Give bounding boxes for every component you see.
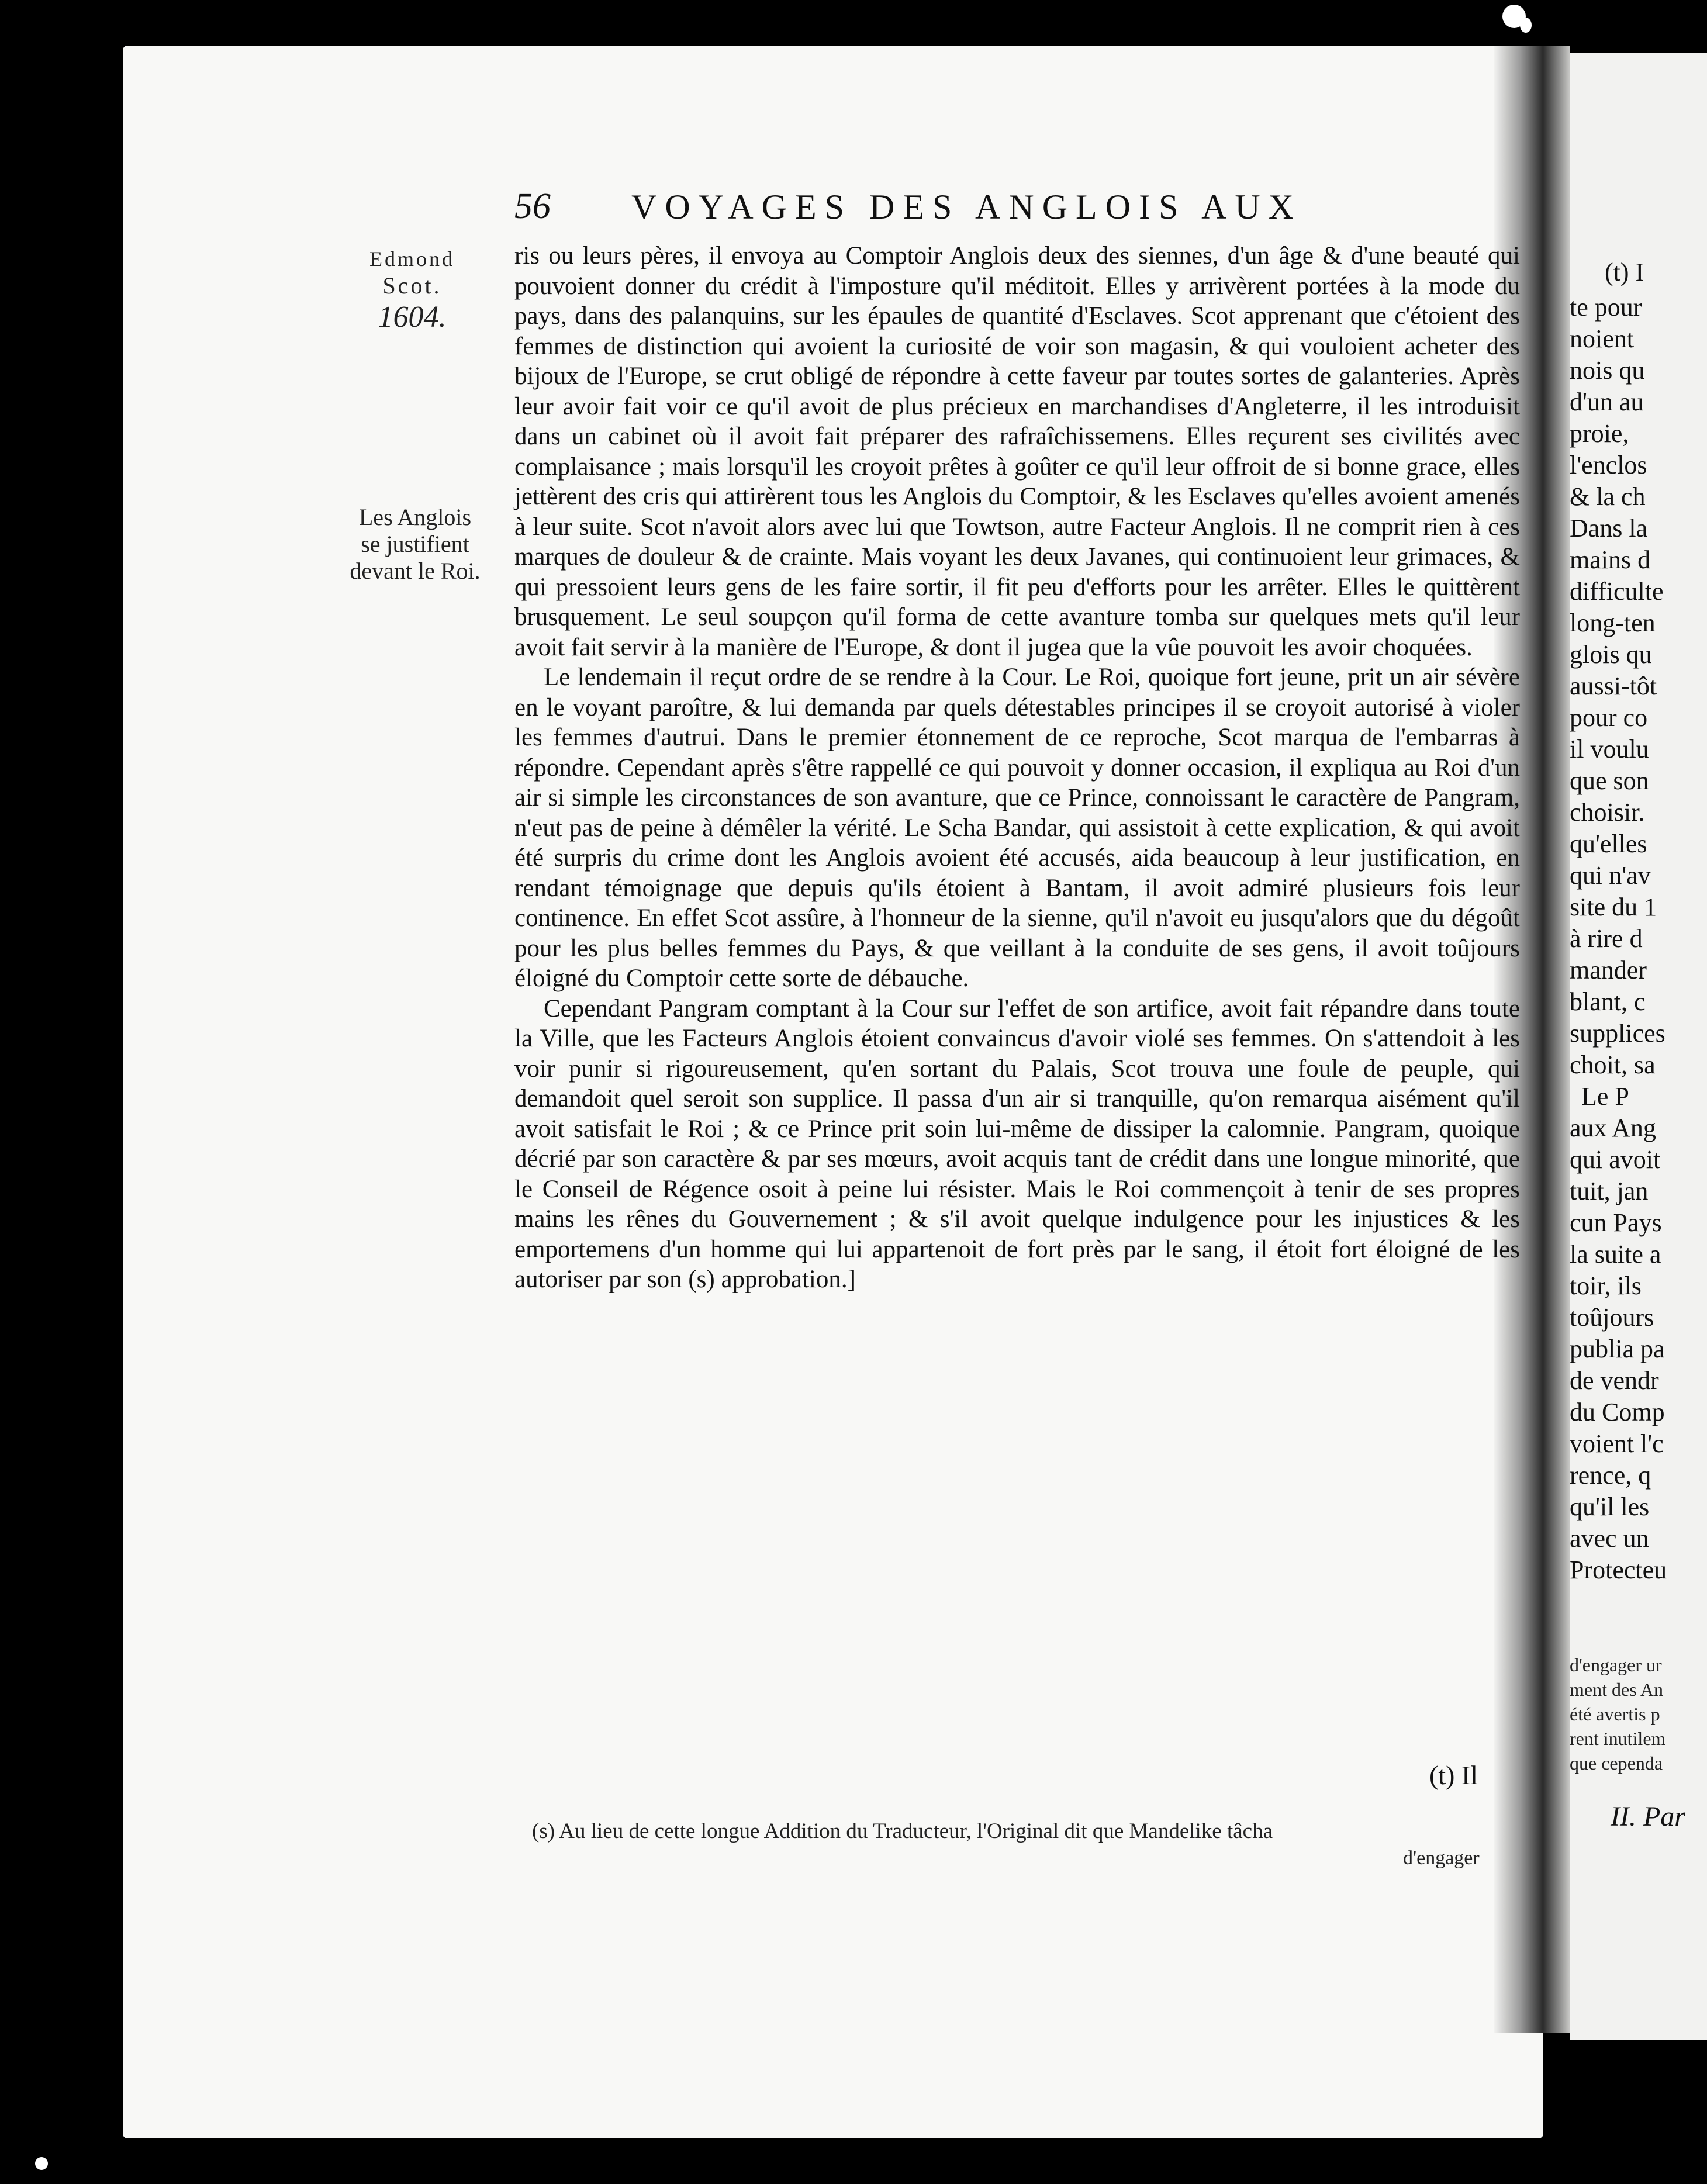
facing-line: voient l'c	[1570, 1429, 1664, 1458]
facing-line: aussi-tôt	[1570, 672, 1657, 700]
scan-speck	[35, 2157, 48, 2170]
footnote-catchword: d'engager	[1403, 1847, 1480, 1869]
facing-line: toûjours	[1570, 1303, 1654, 1332]
paragraph: Le lendemain il reçut ordre de se rendre à la Cour. Le Roi, quoique fort jeune, prit un air sévère en le voyant paroître, & lui demanda par quels détestables principes il se croyoit autorisé à violer les femmes d'autrui. Dans le premier étonnement de ce reproche, Scot marqua de l'embarras à répondre. Cependant après s'être rappellé ce qui pouvoit y donner occasion, il expliqua au Roi d'un air si simple les circonstances de son avanture, que ce Prince, connoissant le caractère de Pangram, n'eut pas de peine à démêler la vérité. Le Scha Bandar, qui assistoit à cette explication, & qui avoit été surpris du crime dont les Anglois avoient été accusés, aida beaucoup à leur justification, en rendant témoignage que depuis qu'ils étoient à Bantam, il avoit admiré plusieurs fois leur continence. En effet Scot assûre, à l'honneur de la sienne, qu'il n'avoit eu jusqu'alors que du dégoût pour les plus belles femmes du Pays, & que veillant à la conduite de ses gens, il avoit toûjours éloigné du Comptoir cette sorte de débauche.	[514, 664, 1520, 992]
facing-note-line: rent inutilem	[1570, 1728, 1666, 1749]
facing-line: avec un	[1570, 1524, 1649, 1553]
margin-note-name: Edmond	[369, 247, 455, 271]
running-title: VOYAGES DES ANGLOIS AUX	[631, 188, 1302, 226]
facing-line: nois qu	[1570, 356, 1645, 385]
facing-line: qu'elles	[1570, 830, 1647, 858]
facing-line: qu'il les	[1570, 1492, 1650, 1521]
margin-note-surname: Scot.	[382, 272, 442, 299]
facing-note-line: été avertis p	[1570, 1703, 1660, 1725]
facing-line: pour co	[1570, 703, 1648, 732]
facing-line: blant, c	[1570, 987, 1646, 1016]
facing-line: noient	[1570, 324, 1634, 353]
facing-line: choisir.	[1570, 798, 1645, 827]
facing-line: qui avoit	[1570, 1145, 1661, 1174]
facing-line: cun Pays	[1570, 1208, 1662, 1237]
facing-line: Protecteu	[1570, 1556, 1667, 1584]
facing-line: Dans la	[1570, 514, 1648, 542]
margin-note-line: Les Anglois	[358, 504, 472, 530]
footnote: (s) Au lieu de cette longue Addition du Traducteur, l'Original dit que Mandelike tâcha	[532, 1819, 1273, 1843]
facing-line: te pour	[1570, 293, 1642, 322]
facing-line: il voulu	[1570, 735, 1649, 763]
main-text	[514, 241, 1520, 1295]
margin-note-edmond-scot	[345, 246, 479, 336]
facing-line: choit, sa	[1570, 1050, 1656, 1079]
facing-line: que son	[1570, 766, 1649, 795]
facing-line: toir, ils	[1570, 1271, 1642, 1300]
facing-page	[1570, 53, 1707, 2040]
facing-line: publia pa	[1570, 1335, 1665, 1363]
facing-note-line: ment des An	[1570, 1679, 1663, 1700]
facing-line: mains d	[1570, 545, 1651, 574]
facing-line: aux Ang	[1570, 1114, 1656, 1142]
facing-line: de vendr	[1570, 1366, 1659, 1395]
running-header	[514, 186, 1438, 233]
catchword: (t) Il	[1429, 1760, 1478, 1790]
facing-line: du Comp	[1570, 1398, 1665, 1426]
facing-line: qui n'av	[1570, 861, 1651, 890]
scan-speck	[1520, 18, 1532, 33]
facing-line: (t) I	[1605, 258, 1644, 286]
margin-note-year: 1604.	[378, 300, 447, 334]
facing-line: mander	[1570, 956, 1647, 984]
facing-line: rence, q	[1570, 1461, 1651, 1490]
facing-line: & la ch	[1570, 482, 1646, 511]
margin-note-anglois	[342, 504, 488, 585]
facing-line: site du 1	[1570, 893, 1657, 921]
margin-note-line: devant le Roi.	[350, 558, 481, 584]
facing-line: long-ten	[1570, 609, 1656, 637]
facing-catchword: II. Par	[1611, 1801, 1685, 1832]
margin-note-line: se justifient	[361, 531, 469, 557]
paragraph: Cependant Pangram comptant à la Cour sur l'effet de son artifice, avoit fait répandre dans toute la Ville, que les Facteurs Anglois étoient convaincus d'avoir violé ses femmes. On s'attendoit à les voir punir si rigoureusement, qu'en sortant du Palais, Scot trouva une foule de peuple, qui demandoit quel seroit son supplice. Il passa d'un air si tranquille, qu'on remarqua aisément qu'il avoit satisfait le Roi ; & ce Prince prit soin lui-même de dissiper la calomnie. Pangram, quoique décrié par son caractère & par ses mœurs, avoit acquis tant de crédit dans une longue minorité, que le Conseil de Régence osoit à peine lui résister. Mais le Roi commençoit à tenir de ses propres mains les rênes du Gouvernement ; & s'il avoit quelque indulgence pour les injustices & les emportemens d'un homme qui lui appartenoit de fort près par le sang, il étoit fort éloigné de les autoriser par son (s) approbation.]	[514, 994, 1520, 1293]
facing-line: d'un au	[1570, 388, 1644, 416]
facing-line: proie,	[1570, 419, 1629, 448]
facing-note-line: d'engager ur	[1570, 1654, 1662, 1675]
facing-line: tuit, jan	[1570, 1177, 1649, 1205]
facing-line: la suite a	[1570, 1240, 1661, 1269]
facing-line: l'enclos	[1570, 451, 1647, 479]
facing-line: supplices	[1570, 1019, 1665, 1048]
facing-line: Le P	[1581, 1082, 1629, 1111]
paragraph: ris ou leurs pères, il envoya au Comptoir Anglois deux des siennes, d'un âge & d'une beauté qui pouvoient donner du crédit à l'imposture qu'il méditoit. Elles y arrivèrent portées à la mode du pays, dans des palanquins, sur les épaules de quantité d'Esclaves. Scot apprenant que c'étoient des femmes de distinction qui avoient la curiosité de voir son magasin, & qui vouloient acheter des bijoux de l'Europe, se crut obligé de répondre à cette faveur par toutes sortes de galanteries. Après leur avoir fait voir ce qu'il avoit de plus précieux en marchandises d'Angleterre, il les introduisit dans un cabinet où il avoit fait préparer des rafraîchissemens. Elles reçurent ses civilités avec complaisance ; mais lorsqu'il les croyoit prêtes à goûter ce qu'il leur offroit de si bonne grace, elles jettèrent des cris qui attirèrent tous les Anglois du Comptoir, & les Esclaves qu'elles avoient amenés à leur suite. Scot n'avoit alors avec lui que Towtson, autre Facteur Anglois. Il ne comprit rien à ces marques de douleur & de crainte. Mais voyant les deux Javanes, qui continuoient leur grimaces, & qui pressoient leurs gens de les faire sortir, il fit peu d'efforts pour les arrêter. Elles le quittèrent brusquement. Le seul soupçon qu'il forma de cette avanture tomba sur quelques mets qu'il leur avoit fait servir à la manière de l'Europe, & dont il jugea que la vûe pouvoit les avoir choquées.	[514, 242, 1520, 661]
facing-note-line: que cependa	[1570, 1753, 1663, 1774]
page-number: 56	[514, 186, 551, 226]
facing-line: glois qu	[1570, 640, 1652, 669]
facing-line: difficulte	[1570, 577, 1664, 606]
facing-line: à rire d	[1570, 924, 1643, 953]
